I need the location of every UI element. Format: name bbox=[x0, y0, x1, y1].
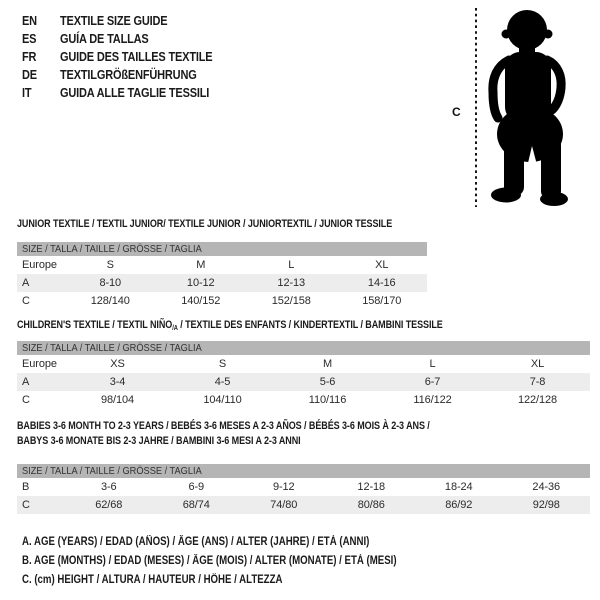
table-title-text bbox=[17, 318, 443, 336]
table-header-text: SIZE / TALLA / TAILLE / GRÖSSE / TAGLIA bbox=[22, 465, 202, 477]
height-cell: 80/86 bbox=[357, 499, 385, 511]
height-cell: 158/170 bbox=[362, 295, 402, 307]
table-row-months bbox=[17, 478, 590, 496]
language-row-en bbox=[22, 12, 233, 30]
months-cell: 6-9 bbox=[188, 481, 205, 493]
language-code bbox=[22, 32, 60, 46]
guide-title-text: GUIDA ALLE TAGLIE TESSILI bbox=[60, 86, 210, 100]
months-cell: 18-24 bbox=[444, 481, 473, 493]
height-cell: 110/116 bbox=[308, 394, 347, 406]
size-cell: XS bbox=[110, 358, 125, 370]
table-row-height bbox=[17, 292, 427, 310]
guide-title bbox=[60, 68, 215, 82]
title-line-2 bbox=[17, 434, 590, 449]
height-cell: 62/68 bbox=[95, 499, 123, 511]
size-cell: XL bbox=[530, 358, 545, 370]
guide-title bbox=[60, 86, 230, 100]
height-cell: 122/128 bbox=[517, 394, 558, 406]
guide-title-text: TEXTILGRÖßENFÜHRUNG bbox=[60, 68, 197, 82]
guide-title bbox=[60, 14, 182, 28]
height-cell: 104/110 bbox=[203, 394, 242, 406]
height-cell: 116/122 bbox=[413, 394, 452, 406]
age-cell: 3-4 bbox=[109, 376, 126, 388]
age-cell: 4-5 bbox=[214, 376, 231, 388]
legend-text: A. AGE (YEARS) / EDAD (AÑOS) / ÂGE (ANS) / ALTER (JAHRE) / ETÀ (ANNI) bbox=[22, 536, 370, 548]
height-cell: 140/152 bbox=[181, 295, 221, 307]
guide-title-text: TEXTILE SIZE GUIDE bbox=[60, 14, 168, 28]
row-label: B bbox=[22, 481, 30, 493]
age-cell: 7-8 bbox=[529, 376, 546, 388]
language-code bbox=[22, 68, 60, 82]
table-header-bar bbox=[17, 464, 590, 478]
table-header-text: SIZE / TALLA / TAILLE / GRÖSSE / TAGLIA bbox=[22, 243, 202, 255]
child-silhouette bbox=[491, 10, 568, 206]
row-label: C bbox=[22, 295, 30, 307]
table-title-text: BABIES 3-6 MONTH TO 2-3 YEARS / BEBÉS 3-6 MESES A 2-3 AÑOS / BÉBÉS 3-6 MOIS À 2-3 ANS / bbox=[17, 420, 430, 432]
table-row-age bbox=[17, 373, 590, 391]
table-header-bar bbox=[17, 341, 590, 355]
guide-title bbox=[60, 32, 161, 46]
height-cell: 128/140 bbox=[90, 295, 130, 307]
language-row-es bbox=[22, 30, 233, 48]
size-cell: L bbox=[288, 259, 295, 271]
guide-title-text: GUÍA DE TALLAS bbox=[60, 32, 149, 46]
measure-legend bbox=[22, 533, 468, 590]
size-cell: M bbox=[322, 358, 333, 370]
language-code bbox=[22, 14, 60, 28]
language-row-de bbox=[22, 66, 233, 84]
table-title-text: BABYS 3-6 MONATE BIS 2-3 JAHRE / BAMBINI 3-6 MESI A 2-3 ANNI bbox=[17, 435, 301, 447]
height-cell: 152/158 bbox=[271, 295, 311, 307]
size-cell: S bbox=[218, 358, 227, 370]
age-cell: 12-13 bbox=[277, 277, 306, 289]
guide-title bbox=[60, 50, 233, 64]
title-post: / TEXTILE DES ENFANTS / KINDERTEXTIL / BAMBINI TESSILE bbox=[177, 319, 443, 331]
table-row-height bbox=[17, 496, 590, 514]
title-pre: CHILDREN'S TEXTILE / TEXTIL NIÑO bbox=[17, 319, 173, 331]
size-cell: L bbox=[429, 358, 436, 370]
title-subscript: /A bbox=[172, 325, 178, 332]
language-code-text: IT bbox=[22, 86, 32, 100]
language-code-text: DE bbox=[22, 68, 37, 82]
height-cell: 86/92 bbox=[445, 499, 473, 511]
row-label: C bbox=[22, 394, 30, 406]
age-cell: 10-12 bbox=[186, 277, 215, 289]
height-cell: 92/98 bbox=[532, 499, 560, 511]
height-cell: 74/80 bbox=[270, 499, 298, 511]
legend-line-c bbox=[22, 571, 468, 590]
age-cell: 8-10 bbox=[99, 277, 122, 289]
legend-text: B. AGE (MONTHS) / EDAD (MESES) / ÂGE (MOIS) / ALTER (MONATE) / ETÀ (MESI) bbox=[22, 555, 397, 567]
guide-title-text: GUIDE DES TAILLES TEXTILE bbox=[60, 50, 213, 64]
height-cell: 68/74 bbox=[182, 499, 210, 511]
title-line-1 bbox=[17, 419, 590, 434]
months-cell: 9-12 bbox=[272, 481, 295, 493]
age-cell: 5-6 bbox=[319, 376, 336, 388]
row-label: A bbox=[22, 277, 30, 289]
language-code-text: FR bbox=[22, 50, 37, 64]
months-cell: 12-18 bbox=[357, 481, 386, 493]
language-code-text: ES bbox=[22, 32, 37, 46]
height-cell: 98/104 bbox=[100, 394, 135, 406]
table-row-age bbox=[17, 274, 427, 292]
months-cell: 24-36 bbox=[532, 481, 561, 493]
language-code bbox=[22, 50, 60, 64]
legend-line-b bbox=[22, 552, 468, 571]
legend-line-a bbox=[22, 533, 468, 552]
table-title-junior bbox=[17, 217, 427, 231]
age-cell: 14-16 bbox=[367, 277, 396, 289]
language-code-text: EN bbox=[22, 14, 37, 28]
table-title-babies bbox=[17, 419, 590, 449]
size-table-children bbox=[17, 314, 590, 409]
row-label: C bbox=[22, 499, 30, 511]
row-label: Europe bbox=[22, 259, 57, 271]
size-cell: S bbox=[106, 259, 114, 271]
language-title-list bbox=[22, 12, 233, 102]
table-title-children bbox=[17, 318, 590, 332]
row-label: A bbox=[22, 376, 30, 388]
row-label: Europe bbox=[22, 358, 57, 370]
age-cell: 6-7 bbox=[424, 376, 441, 388]
language-row-fr bbox=[22, 48, 233, 66]
months-cell: 3-6 bbox=[100, 481, 117, 493]
table-row-height bbox=[17, 391, 590, 409]
language-code bbox=[22, 86, 60, 100]
child-figure-graphic bbox=[450, 6, 580, 210]
language-row-it bbox=[22, 84, 233, 102]
legend-text: C. (cm) HEIGHT / ALTURA / HAUTEUR / HÖHE / ALTEZZA bbox=[22, 574, 283, 586]
table-header-bar bbox=[17, 242, 427, 256]
table-row-europe bbox=[17, 256, 427, 274]
size-cell: M bbox=[196, 259, 206, 271]
table-row-europe bbox=[17, 355, 590, 373]
size-table-junior bbox=[17, 213, 427, 310]
size-cell: XL bbox=[375, 259, 389, 271]
table-header-text: SIZE / TALLA / TAILLE / GRÖSSE / TAGLIA bbox=[22, 342, 202, 354]
size-table-babies bbox=[17, 415, 590, 514]
height-label: C bbox=[452, 105, 461, 119]
table-title-text: JUNIOR TEXTILE / TEXTIL JUNIOR/ TEXTILE JUNIOR / JUNIORTEXTIL / JUNIOR TESSILE bbox=[17, 218, 393, 230]
